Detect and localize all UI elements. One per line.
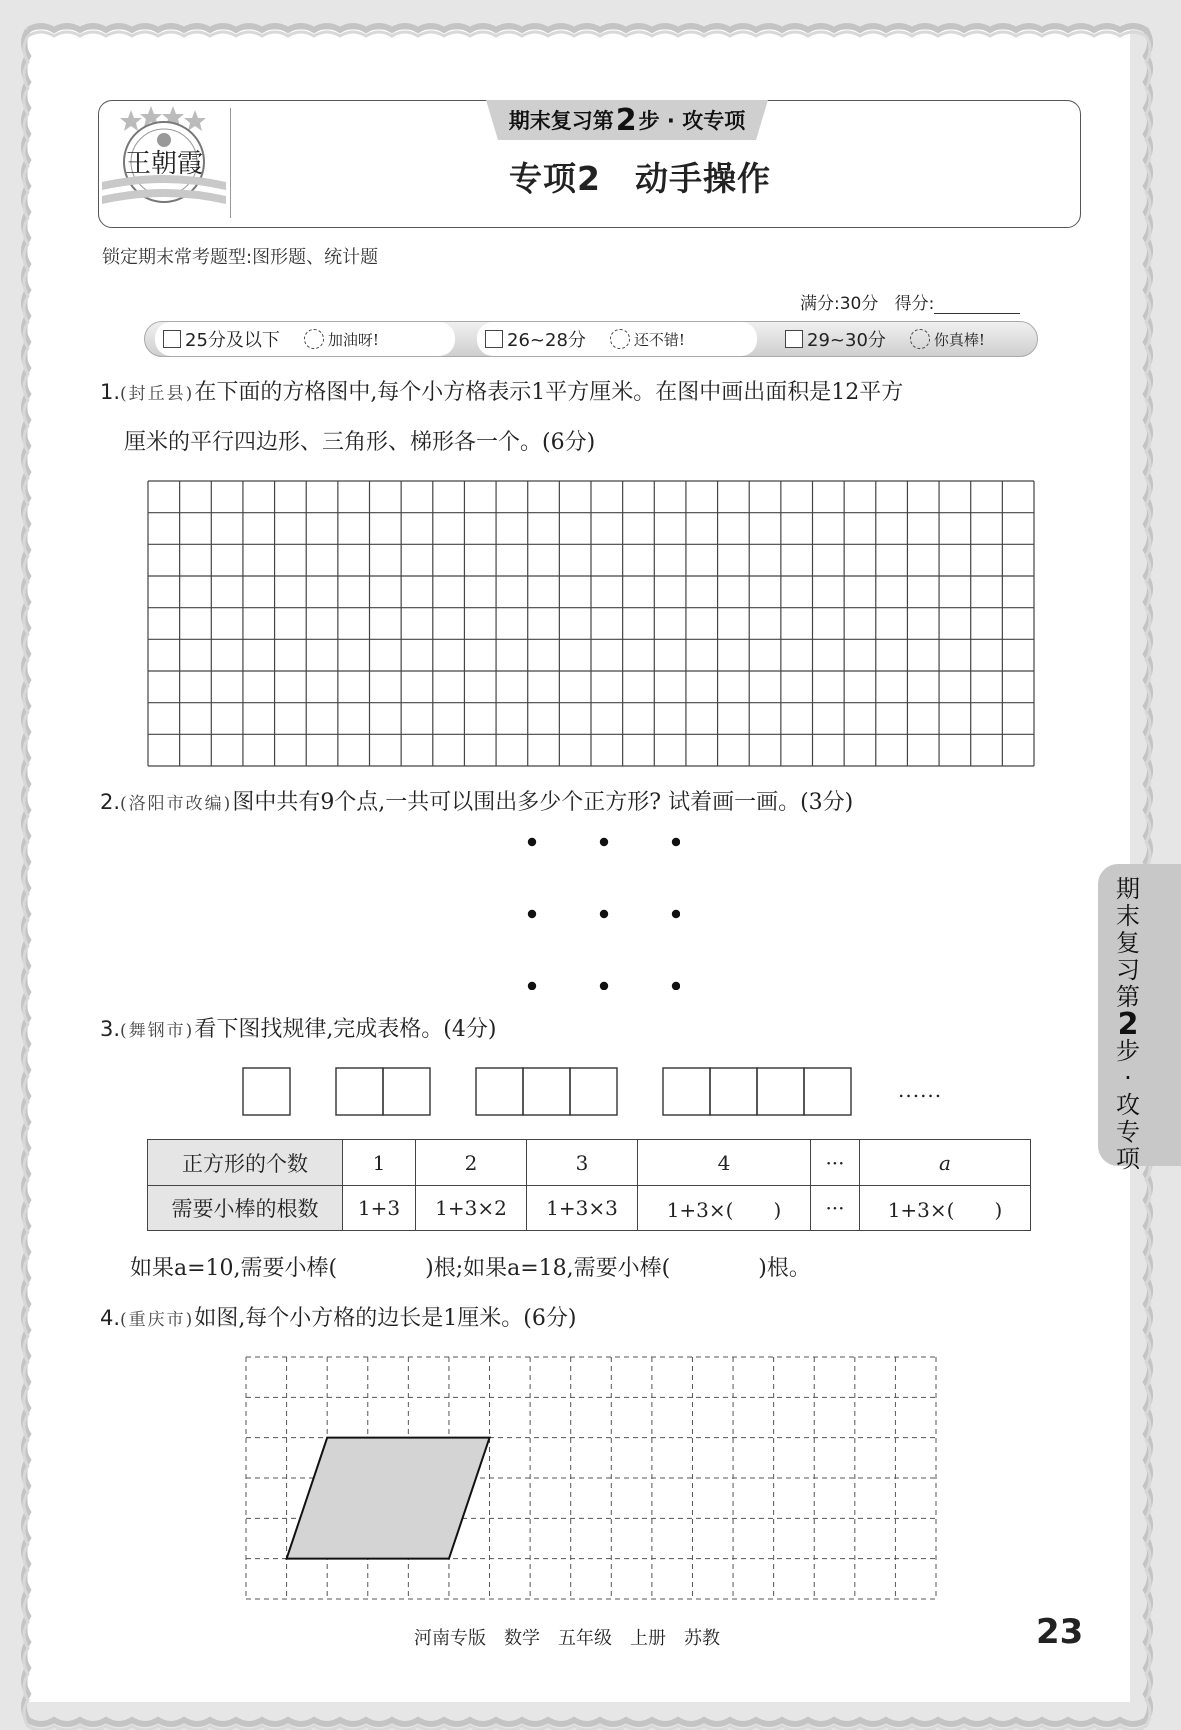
smiley-icon [304,329,324,349]
banner-post: 步 · 攻专项 [638,109,746,133]
table-cell: 2 [416,1140,527,1186]
answer-cell[interactable]: 1+3×( ) [860,1186,1031,1231]
banner-pre: 期末复习第 [508,109,614,133]
checkbox[interactable] [785,330,803,348]
side-char: 攻 [1116,1091,1140,1119]
table-cell: 4 [638,1140,811,1186]
side-char: · [1124,1064,1132,1092]
q3-ellipsis: ...... [898,1078,943,1102]
got-score-label: 得分: [894,294,935,314]
q3-text: 看下图找规律,完成表格。(4分) [194,1017,497,1042]
rating-high [777,322,1027,356]
stick-square [243,1068,290,1115]
q3-source: (舞钢市) [120,1021,195,1041]
page-number: 23 [1036,1612,1084,1652]
side-char: 专 [1116,1118,1140,1146]
dot[interactable] [528,982,536,990]
q2-dot-grid[interactable] [500,820,680,990]
logo [100,104,228,222]
table-cell: 1+3 [343,1186,416,1231]
side-char: 末 [1116,902,1140,930]
side-tab-label [1110,876,1146,1173]
footer: 河南专版 数学 五年级 上册 苏教 [414,1628,720,1649]
q2-number: 2. [100,790,121,814]
q2-source: (洛阳市改编) [120,794,233,814]
stick-square [523,1068,570,1115]
checkbox[interactable] [485,330,503,348]
dot[interactable] [600,838,608,846]
stick-square [757,1068,804,1115]
subtitle: 锁定期末常考题型:图形题、统计题 [102,247,379,268]
table-row [148,1186,1031,1231]
side-char: 期 [1116,875,1140,903]
q2-line [100,786,853,819]
q1-number: 1. [100,380,121,404]
side-char: 复 [1116,929,1140,957]
q1-line2: 厘米的平行四边形、三角形、梯形各一个。(6分) [124,430,596,455]
q1-source: (封丘县) [120,384,195,404]
rating-msg: 加油呀! [327,330,379,349]
side-char: 步 [1116,1037,1140,1065]
smiley-icon [610,329,630,349]
table-cell: 1 [343,1140,416,1186]
table-cell: 1+3×2 [416,1186,527,1231]
dot[interactable] [600,910,608,918]
q4-text: 如图,每个小方格的边长是1厘米。(6分) [194,1306,577,1331]
q4-dashed-grid[interactable] [244,1355,938,1601]
table-cell: 3 [527,1140,638,1186]
rating-msg: 你真棒! [933,330,985,349]
stick-square [336,1068,383,1115]
q1-line1 [100,376,903,409]
table-cell: a [860,1140,1031,1186]
q1-text: 在下面的方格图中,每个小方格表示1平方厘米。在图中画出面积是12平方 [194,380,904,405]
table-cell: ··· [811,1186,860,1231]
side-char: 习 [1116,956,1140,984]
stick-square [570,1068,617,1115]
q4-source: (重庆市) [120,1310,195,1330]
checkbox[interactable] [163,330,181,348]
side-char: 2 [1117,1007,1139,1042]
table-cell: 1+3×3 [527,1186,638,1231]
parallelogram [287,1438,490,1559]
rating-range: 29~30分 [807,330,886,351]
table-row [148,1140,1031,1186]
rating-msg: 还不错! [633,330,685,349]
dot[interactable] [528,838,536,846]
dot[interactable] [672,838,680,846]
banner-num: 2 [615,102,637,138]
table-cell: ··· [811,1140,860,1186]
rating-mid [477,322,757,356]
answer-cell[interactable]: 1+3×( ) [638,1186,811,1231]
dot[interactable] [672,982,680,990]
rating-range: 26~28分 [507,330,586,351]
full-score: 满分:30分 [800,294,879,314]
side-char: 项 [1116,1145,1140,1173]
q4-number: 4. [100,1306,121,1330]
rating-range: 25分及以下 [185,330,280,351]
q1-grid[interactable] [147,480,1035,767]
score-line [800,289,1020,314]
side-char: 第 [1116,983,1140,1011]
stick-square [383,1068,430,1115]
dot[interactable] [672,910,680,918]
dot[interactable] [528,910,536,918]
q3-square-pattern [240,1065,880,1119]
q3-answer-line[interactable]: 如果a=10,需要小棒( )根;如果a=18,需要小棒( )根。 [130,1256,811,1281]
dot[interactable] [600,982,608,990]
smiley-icon [910,329,930,349]
stick-square [804,1068,851,1115]
row1-header: 正方形的个数 [148,1140,343,1186]
logo-text: 王朝霞 [124,149,204,179]
q3-line [100,1013,496,1046]
row2-header: 需要小棒的根数 [148,1186,343,1231]
q4-line [100,1302,576,1335]
q3-table [147,1139,1031,1231]
rating-bar [144,321,1038,357]
q3-number: 3. [100,1017,121,1041]
score-blank[interactable] [934,295,1020,314]
logo-divider [230,108,231,218]
banner-label [486,100,768,140]
stick-square [710,1068,757,1115]
rating-low [155,322,455,356]
stick-square [476,1068,523,1115]
stick-square [663,1068,710,1115]
q2-text: 图中共有9个点,一共可以围出多少个正方形? 试着画一画。(3分) [232,790,854,815]
section-title: 专项2 动手操作 [509,159,771,198]
